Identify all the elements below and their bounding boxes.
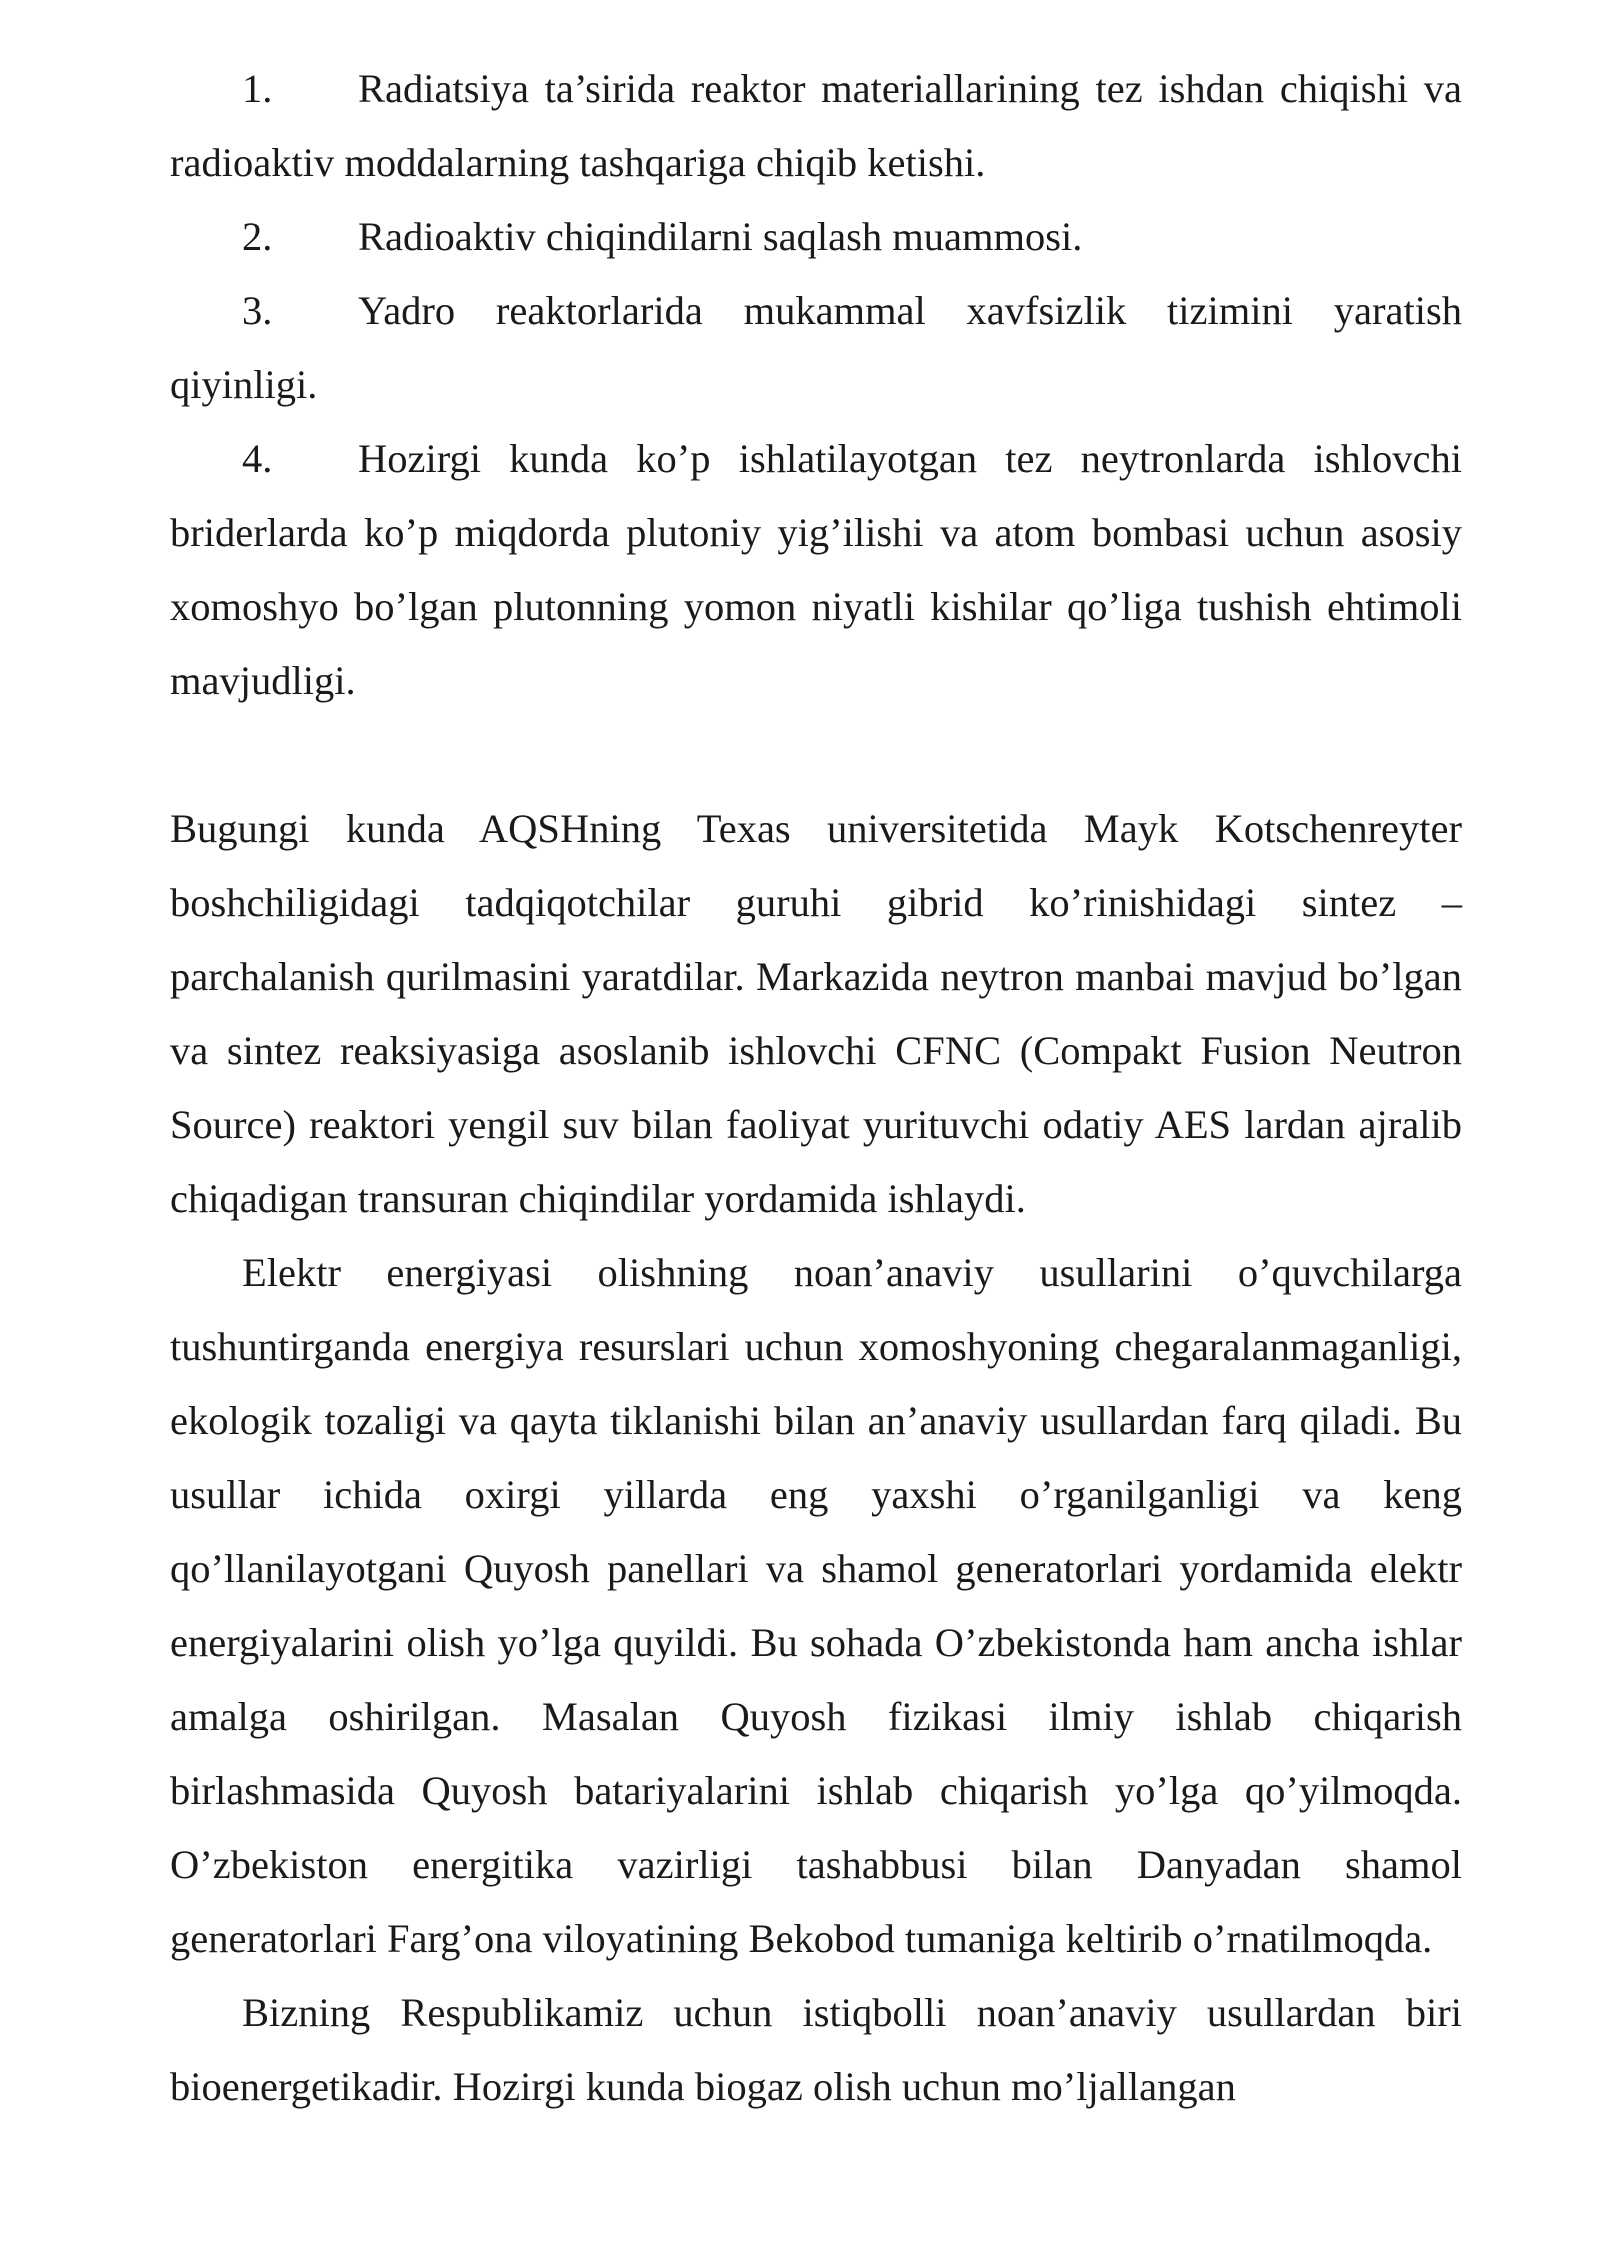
list-item-text: Hozirgi kunda ko’p ishlatilayotgan tez neytronlarda ishlovchi briderlarda ko’p miqdorda plutoniy yig’ilishi va atom bombasi uchun asosiy xomoshyo bo’lgan plutonning yomon niyatli kishilar qo’liga tushish ehtimoli mavjudligi. <box>170 436 1462 703</box>
list-item-3 <box>170 274 1462 422</box>
blank-line <box>170 718 1462 792</box>
paragraph-alternative-energy: Elektr energiyasi olishning noan’anaviy usullarini o’quvchilarga tushuntirganda energiya resurslari uchun xomoshyoning chegaralanmaganligi, ekologik tozaligi va qayta tiklanishi bilan an’anaviy usullardan farq qiladi. Bu usullar ichida oxirgi yillarda eng yaxshi o’rganilganligi va keng qo’llanilayotgani Quyosh panellari va shamol generatorlari yordamida elektr energiyalarini olish yo’lga quyildi. Bu sohada O’zbekistonda ham ancha ishlar amalga oshirilgan. Masalan Quyosh fizikasi ilmiy ishlab chiqarish birlashmasida Quyosh batariyalarini ishlab chiqarish yo’lga qo’yilmoqda. O’zbekiston energitika vazirligi tashabbusi bilan Danyadan shamol generatorlari Farg’ona viloyatining Bekobod tumaniga keltirib o’rnatilmoqda. <box>170 1250 1462 1961</box>
paragraph-bioenergetics: Bizning Respublikamiz uchun istiqbolli noan’anaviy usullardan biri bioenergetikadir. Hozirgi kunda biogaz olish uchun mo’ljallangan <box>170 1990 1462 2109</box>
list-number: 4. <box>242 436 273 481</box>
list-item-2 <box>170 200 1462 274</box>
document-page <box>170 52 1462 2124</box>
list-number: 2. <box>242 214 273 259</box>
list-item-1 <box>170 52 1462 200</box>
list-item-text: Radiatsiya ta’sirida reaktor materiallarining tez ishdan chiqishi va radioaktiv moddalarning tashqariga chiqib ketishi. <box>170 66 1462 185</box>
list-item-4 <box>170 422 1462 718</box>
paragraph-texas-reactor: Bugungi kunda AQSHning Texas universitetida Mayk Kotschenreyter boshchiligidagi tadqiqotchilar guruhi gibrid ko’rinishidagi sintez – parchalanish qurilmasini yaratdilar. Markazida neytron manbai mavjud bo’lgan va sintez reaksiyasiga asoslanib ishlovchi CFNC (Compakt Fusion Neutron Source) reaktori yengil suv bilan faoliyat yurituvchi odatiy AES lardan ajralib chiqadigan transuran chiqindilar yordamida ishlaydi. <box>170 806 1462 1221</box>
list-item-text: Radioaktiv chiqindilarni saqlash muammosi. <box>358 214 1083 259</box>
list-item-text: Yadro reaktorlarida mukammal xavfsizlik tizimini yaratish qiyinligi. <box>170 288 1462 407</box>
list-number: 3. <box>242 288 273 333</box>
list-number: 1. <box>242 66 273 111</box>
